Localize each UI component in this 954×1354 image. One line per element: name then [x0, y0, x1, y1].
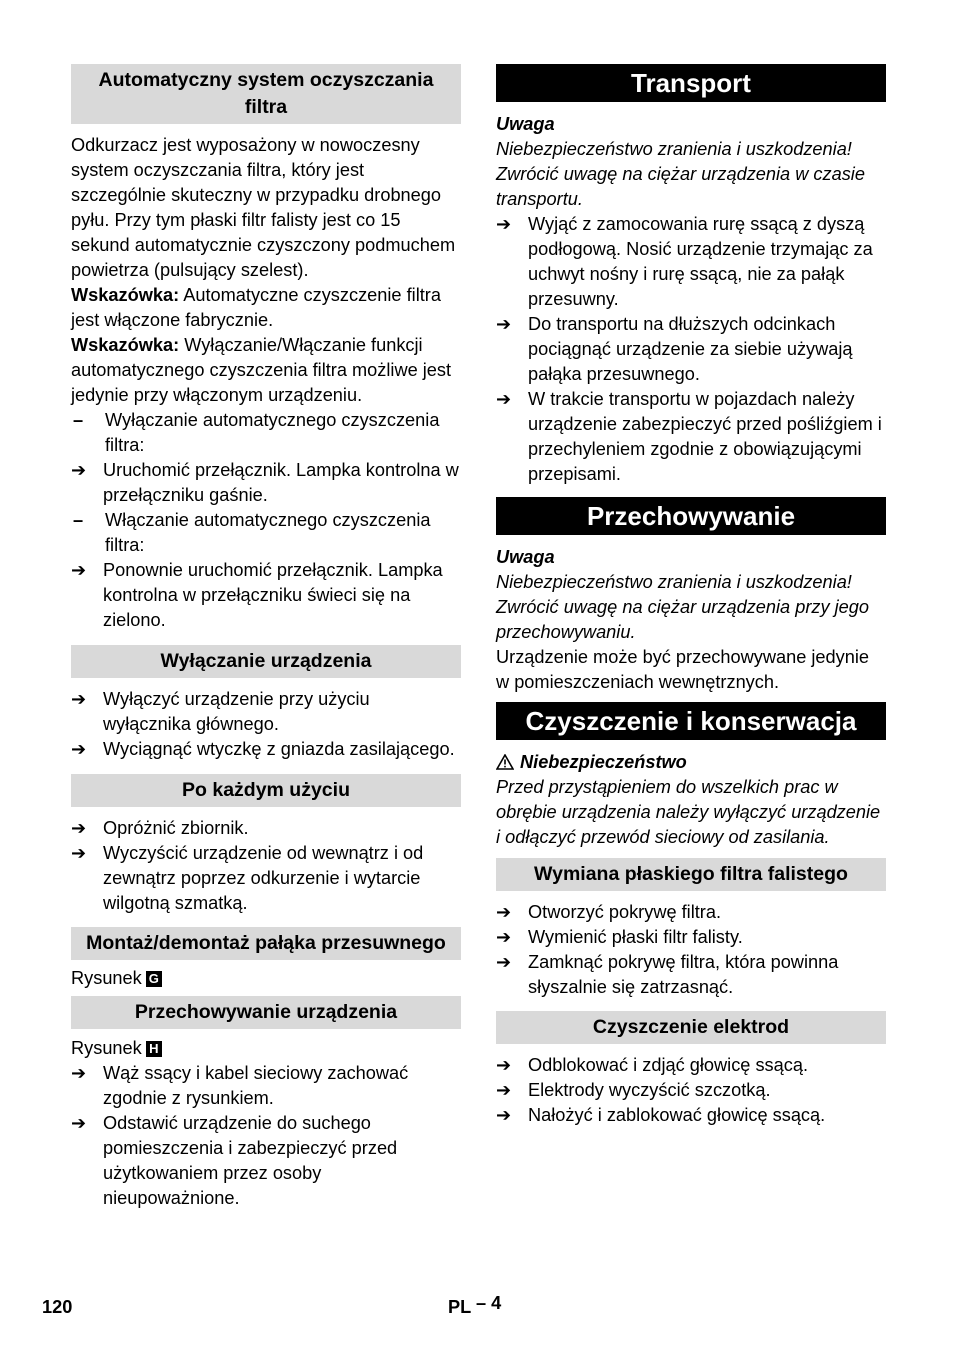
section-title-auto-filter: Automatyczny system oczyszczania filtra — [71, 64, 461, 124]
list-item: ➔ Nałożyć i zablokować głowicę ssącą. — [496, 1103, 886, 1128]
section-title-switch-off: Wyłączanie urządzenia — [71, 645, 461, 678]
arrow-right-icon: ➔ — [496, 902, 512, 922]
arrow-right-icon: ➔ — [496, 1055, 512, 1075]
warning-triangle-icon — [496, 754, 514, 770]
sub-page-number: – 4 — [475, 1293, 502, 1313]
chapter-title-cleaning: Czyszczenie i konserwacja — [496, 702, 886, 740]
list-item: ➔ Wyłączyć urządzenie przy użyciu wyłącznika głównego. — [71, 687, 461, 737]
danger-label-row — [496, 750, 886, 775]
list-item: – Włączanie automatycznego czyszczenia filtra: — [71, 508, 461, 558]
hint-1 — [71, 283, 461, 333]
section-title-storage-device: Przechowywanie urządzenia — [71, 996, 461, 1029]
auto-filter-description: Odkurzacz jest wyposażony w nowoczesny system oczyszczania filtra, który jest szczególnie skuteczny w przypadku drobnego pyłu. Przy tym płaski filtr falisty jest co 15 sekund automatycznie czyszczony podmuchem powietrza (pulsujący szelest). — [71, 135, 456, 280]
arrow-right-icon: ➔ — [71, 689, 87, 709]
note-label: Uwaga — [496, 547, 555, 567]
page-number: 120 — [42, 1297, 73, 1317]
chapter-title-storage: Przechowywanie — [496, 497, 886, 535]
arrow-right-icon: ➔ — [71, 1113, 87, 1133]
danger-label: Niebezpieczeństwo — [520, 752, 687, 772]
arrow-right-icon: ➔ — [71, 843, 87, 863]
section-title-after-use: Po każdym użyciu — [71, 774, 461, 807]
arrow-right-icon: ➔ — [71, 739, 87, 759]
arrow-right-icon: ➔ — [71, 818, 87, 838]
list-item: ➔ Opróżnić zbiornik. — [71, 816, 461, 841]
arrow-right-icon: ➔ — [71, 560, 87, 580]
list-item: ➔ W trakcie transportu w pojazdach należy urządzenie zabezpieczyć przed pośliźgiem i przechyleniem zgodnie z obowiązującymi przepisami. — [496, 387, 886, 487]
arrow-right-icon: ➔ — [496, 389, 512, 409]
hint-label: Wskazówka: — [71, 335, 180, 355]
figure-reference: Rysunek G — [71, 966, 461, 991]
hint-2-text: Wyłączanie/Włączanie funkcji automatycznego czyszczenia filtra możliwe jest jedynie przy włączonym urządzeniu. — [71, 335, 452, 405]
chapter-title-transport: Transport — [496, 64, 886, 102]
list-item: ➔ Odblokować i zdjąć głowicę ssącą. — [496, 1053, 886, 1078]
list-item: ➔ Odstawić urządzenie do suchego pomieszczenia i zabezpieczyć przed użytkowaniem przez osoby nieupoważnione. — [71, 1111, 461, 1211]
arrow-right-icon: ➔ — [496, 214, 512, 234]
hint-1-text: Automatyczne czyszczenie filtra jest włączone fabrycznie. — [71, 285, 441, 330]
arrow-right-icon: ➔ — [496, 927, 512, 947]
right-column — [496, 64, 886, 1128]
list-item: ➔ Uruchomić przełącznik. Lampka kontrolna w przełączniku gaśnie. — [71, 458, 461, 508]
arrow-right-icon: ➔ — [71, 460, 87, 480]
arrow-right-icon: ➔ — [496, 952, 512, 972]
storage-note: Niebezpieczeństwo zranienia i uszkodzenia! Zwrócić uwagę na ciężar urządzenia przy jego przechowywaniu. — [496, 572, 870, 642]
left-column — [71, 64, 461, 1211]
list-item: – Wyłączanie automatycznego czyszczenia filtra: — [71, 408, 461, 458]
list-item: ➔ Wyczyścić urządzenie od wewnątrz i od zewnątrz poprzez odkurzenie i wytarcie wilgotną szmatką. — [71, 841, 461, 916]
arrow-right-icon: ➔ — [496, 1105, 512, 1125]
cleaning-danger-note: Przed przystąpieniem do wszelkich prac w obrębie urządzenia należy wyłączyć urządzenie i odłączyć przewód sieciowy od zasilania. — [496, 777, 881, 847]
hint-2 — [71, 333, 461, 408]
arrow-right-icon: ➔ — [71, 1063, 87, 1083]
figure-letter-badge: G — [146, 971, 162, 987]
list-item: ➔ Wymienić płaski filtr falisty. — [496, 925, 886, 950]
list-item: ➔ Elektrody wyczyścić szczotką. — [496, 1078, 886, 1103]
arrow-right-icon: ➔ — [496, 314, 512, 334]
list-item: ➔ Wyciągnąć wtyczkę z gniazda zasilającego. — [71, 737, 461, 762]
figure-letter-badge: H — [146, 1041, 162, 1057]
footer-lang — [448, 1293, 502, 1318]
transport-note: Niebezpieczeństwo zranienia i uszkodzenia! Zwrócić uwagę na ciężar urządzenia w czasie transportu. — [496, 139, 865, 209]
list-item: ➔ Wyjąć z zamocowania rurę ssącą z dyszą podłogową. Nosić urządzenie trzymając za uchwyt nośny i rurę ssącą, nie za pałąk przesuwny. — [496, 212, 886, 312]
list-item: ➔ Ponownie uruchomić przełącznik. Lampka kontrolna w przełączniku świeci się na zielono. — [71, 558, 461, 633]
section-title-push-handle: Montaż/demontaż pałąka przesuwnego — [71, 927, 461, 960]
list-item: ➔ Otworzyć pokrywę filtra. — [496, 900, 886, 925]
storage-description: Urządzenie może być przechowywane jedynie w pomieszczeniach wewnętrznych. — [496, 647, 870, 692]
hint-label: Wskazówka: — [71, 285, 180, 305]
list-item: ➔ Zamknąć pokrywę filtra, która powinna słyszalnie się zatrzasnąć. — [496, 950, 886, 1000]
list-item: ➔ Do transportu na dłuższych odcinkach pociągnąć urządzenie za siebie używają pałąka przesuwnego. — [496, 312, 886, 387]
dash-icon: – — [73, 410, 84, 430]
figure-reference: Rysunek H — [71, 1036, 461, 1061]
language-code: PL — [448, 1297, 471, 1317]
arrow-right-icon: ➔ — [496, 1080, 512, 1100]
list-item: ➔ Wąż ssący i kabel sieciowy zachować zgodnie z rysunkiem. — [71, 1061, 461, 1111]
note-label: Uwaga — [496, 114, 555, 134]
section-title-electrodes: Czyszczenie elektrod — [496, 1011, 886, 1044]
dash-icon: – — [73, 510, 84, 530]
section-title-filter-replace: Wymiana płaskiego filtra falistego — [496, 858, 886, 891]
